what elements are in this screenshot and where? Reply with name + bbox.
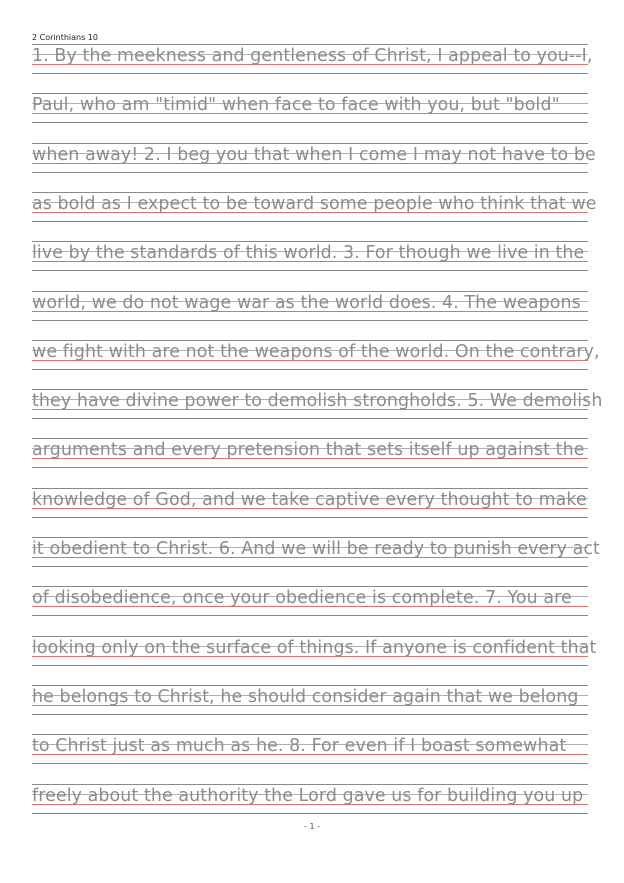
guide-line-top	[32, 389, 588, 390]
guide-line-top	[32, 192, 588, 193]
trace-text-line: world, we do not wage war as the world does. 4. The weapons	[32, 292, 581, 313]
guide-line-bot	[32, 763, 588, 764]
guide-line-top	[32, 586, 588, 587]
writing-row	[32, 291, 588, 321]
guide-line-top	[32, 143, 588, 144]
trace-text-line: when away! 2. I beg you that when I come I may not have to be	[32, 144, 596, 165]
writing-row	[32, 438, 588, 468]
trace-text-line: Paul, who am "timid" when face to face with you, but "bold"	[32, 95, 560, 116]
writing-row	[32, 44, 593, 74]
trace-text-line: freely about the authority the Lord gave us for building you up	[32, 785, 584, 806]
guide-line-top	[32, 537, 588, 538]
writing-row	[32, 685, 588, 715]
writing-row	[32, 93, 588, 123]
guide-line-bot	[32, 122, 588, 123]
trace-text-line: we fight with are not the weapons of the world. On the contrary,	[32, 341, 600, 362]
trace-text-line: they have divine power to demolish strongholds. 5. We demolish	[32, 391, 603, 412]
guide-line-top	[32, 685, 588, 686]
trace-text-line: looking only on the surface of things. If anyone is confident that	[32, 637, 597, 658]
guide-line-bot	[32, 517, 588, 518]
guide-line-bot	[32, 665, 588, 666]
guide-line-bot	[32, 172, 588, 173]
page-header-title: 2 Corinthians 10	[32, 33, 98, 42]
trace-text-line: to Christ just as much as he. 8. For even if I boast somewhat	[32, 736, 567, 757]
guide-line-bot	[32, 813, 588, 814]
writing-row	[32, 734, 588, 764]
guide-line-bot	[32, 270, 588, 271]
guide-line-top	[32, 340, 588, 341]
writing-row	[32, 784, 588, 814]
trace-text-line: 1. By the meekness and gentleness of Christ, I appeal to you--I,	[32, 46, 593, 66]
guide-line-top	[32, 291, 588, 292]
trace-text-line: as bold as I expect to be toward some people who think that we	[32, 193, 597, 214]
guide-line-top	[32, 44, 588, 45]
guide-line-bot	[32, 418, 588, 419]
trace-text-line: he belongs to Christ, he should consider again that we belong	[32, 686, 579, 707]
writing-row	[32, 192, 597, 222]
guide-line-bot	[32, 369, 588, 370]
guide-line-bot	[32, 615, 588, 616]
guide-line-top	[32, 784, 588, 785]
page-number: - 1 -	[304, 822, 320, 831]
guide-line-top	[32, 734, 588, 735]
writing-row	[32, 389, 603, 419]
guide-line-bot	[32, 73, 588, 74]
guide-line-bot	[32, 467, 588, 468]
writing-row	[32, 488, 588, 518]
writing-row	[32, 636, 597, 666]
guide-line-bot	[32, 221, 588, 222]
writing-row	[32, 586, 588, 616]
trace-text-line: arguments and every pretension that sets itself up against the	[32, 440, 585, 461]
guide-line-bot	[32, 320, 588, 321]
trace-text-line: live by the standards of this world. 3. For though we live in the	[32, 243, 585, 264]
trace-text-line: it obedient to Christ. 6. And we will be ready to punish every act	[32, 539, 600, 559]
guide-line-top	[32, 438, 588, 439]
guide-line-top	[32, 241, 588, 242]
guide-line-top	[32, 636, 588, 637]
guide-line-bot	[32, 566, 588, 567]
trace-text-line: of disobedience, once your obedience is complete. 7. You are	[32, 588, 572, 609]
writing-row	[32, 537, 600, 567]
writing-row	[32, 241, 588, 271]
trace-text-line: knowledge of God, and we take captive every thought to make	[32, 489, 587, 510]
guide-line-bot	[32, 714, 588, 715]
guide-line-top	[32, 93, 588, 94]
writing-row	[32, 143, 596, 173]
guide-line-top	[32, 488, 588, 489]
writing-row	[32, 340, 600, 370]
